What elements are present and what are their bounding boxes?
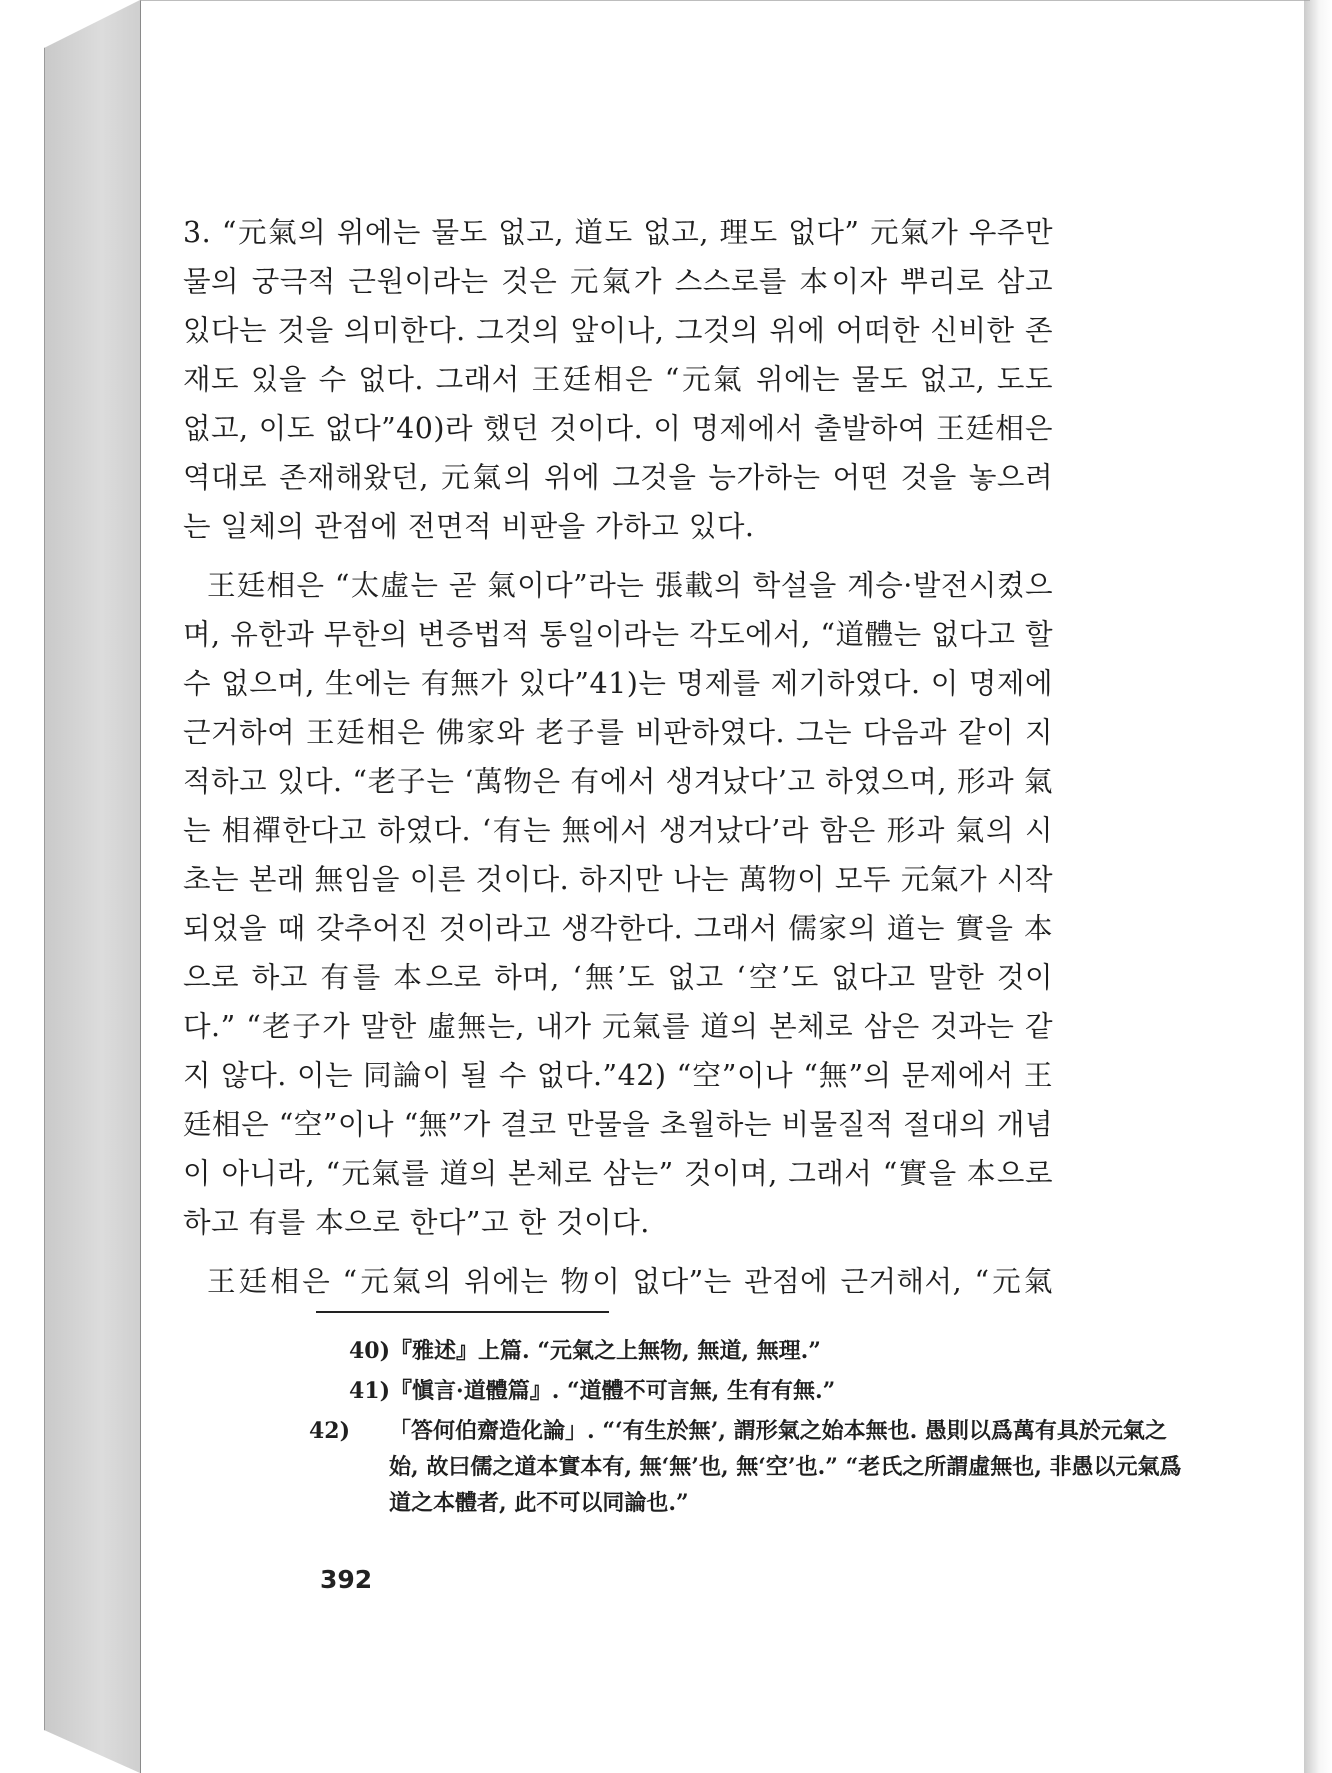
footnote-number: 42) (309, 1418, 351, 1444)
footnote-text: 『愼言·道體篇』. “道體不可言無, 生有有無.” (390, 1378, 836, 1404)
footnote-divider (316, 1311, 609, 1313)
footnote-number: 41) (349, 1378, 391, 1404)
book-spine-side (44, 0, 140, 1773)
footnotes (309, 1333, 1189, 1525)
paragraph-2: 王廷相은 “太虛는 곧 氣이다”라는 張載의 학설을 계승·발전시켰으며, 유한과 무한의 변증법적 통일이라는 각도에서, “道體는 없다고 할 수 없으며, 生에는 有無가 있다”41)는 명제를 제기하였다. 이 명제에 근거하여 王廷相은 佛家와 老子를 비판하였다. 그는 다음과 같이 지적하고 있다. “老子는 ‘萬物은 有에서 생겨났다’고 하였으며, 形과 氣는 相禪한다고 하였다. ‘有는 無에서 생겨났다’라 함은 形과 氣의 시초는 본래 無임을 이른 것이다. 하지만 나는 萬物이 모두 元氣가 시작되었을 때 갖추어진 것이라고 생각한다. 그래서 儒家의 道는 實을 本으로 하고 有를 本으로 하며, ‘無’도 없고 ‘空’도 없다고 말한 것이다.” “老子가 말한 虛無는, 내가 元氣를 道의 본체로 삼은 것과는 같지 않다. 이는 同論이 될 수 없다.”42) “空”이나 “無”의 문제에서 王廷相은 “空”이나 “無”가 결코 만물을 초월하는 비물질적 절대의 개념이 아니라, “元氣를 道의 본체로 삼는” 것이며, 그래서 “實을 本으로 하고 有를 本으로 한다”고 한 것이다. (183, 569, 1053, 1239)
footnote-40 (349, 1333, 1189, 1369)
body-text (183, 208, 1053, 1316)
footnote-text: 『雅述』上篇. “元氣之上無物, 無道, 無理.” (390, 1338, 821, 1364)
footnote-number: 40) (349, 1338, 391, 1364)
footnote-41 (349, 1373, 1189, 1409)
page-edge-shadow (1304, 0, 1332, 1773)
page-number: 392 (320, 1565, 373, 1594)
footnote-42 (309, 1413, 1189, 1521)
paragraph-3: 王廷相은 “元氣의 위에는 物이 없다”는 관점에 근거해서, “元氣 (207, 1265, 1053, 1298)
paragraph-1: 3. “元氣의 위에는 물도 없고, 道도 없고, 理도 없다” 元氣가 우주만물의 궁극적 근원이라는 것은 元氣가 스스로를 本이자 뿌리로 삼고 있다는 것을 의미한다. 그것의 앞이나, 그것의 위에 어떠한 신비한 존재도 있을 수 없다. 그래서 王廷相은 “元氣 위에는 물도 없고, 도도 없고, 이도 없다”40)라 했던 것이다. 이 명제에서 출발하여 王廷相은 역대로 존재해왔던, 元氣의 위에 그것을 능가하는 어떤 것을 놓으려는 일체의 관점에 전면적 비판을 가하고 있다. (183, 216, 1053, 543)
footnote-text: 「答何伯齋造化論」. “‘有生於無’, 謂形氣之始本無也. 愚則以爲萬有具於元氣之始, 故曰儒之道本實本有, 無‘無’也, 無‘空’也.” “老氏之所謂虛無也, 非愚以元氣爲道之本體者, 此不可以同論也.” (389, 1418, 1182, 1516)
